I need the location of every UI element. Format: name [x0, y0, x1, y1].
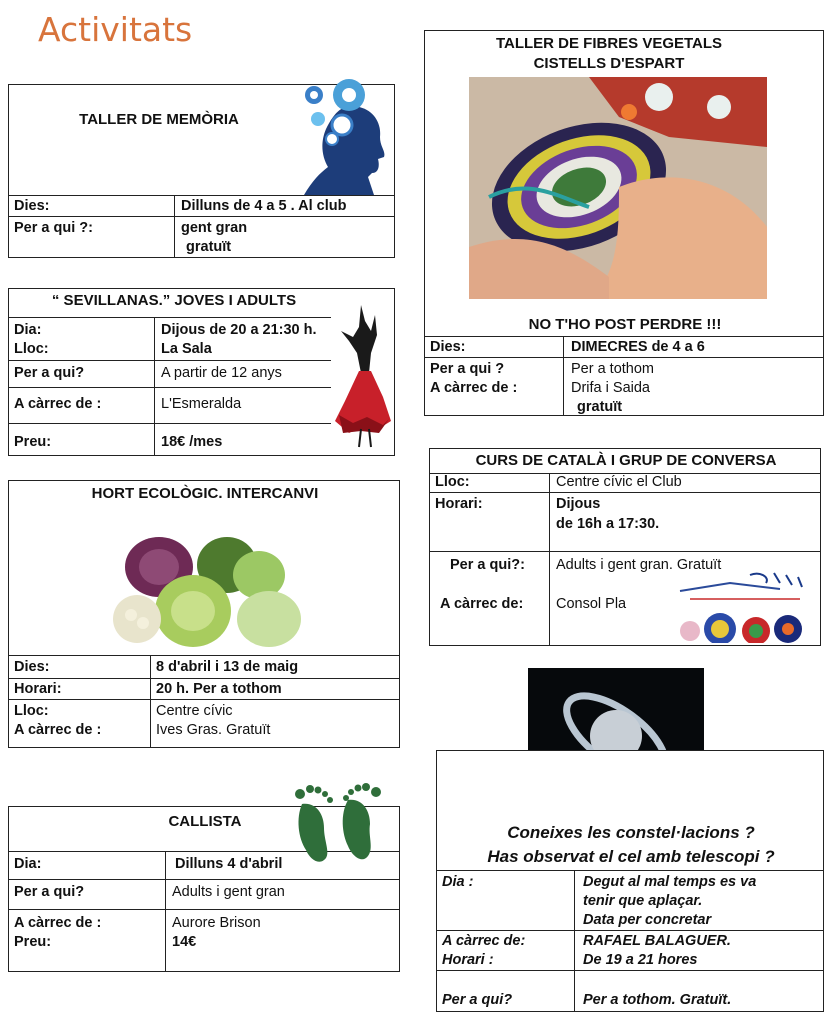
sevillanas-perqui-label: Per a qui?	[14, 365, 85, 381]
constel-dia-value3: Data per concretar	[583, 912, 712, 928]
callista-carrec-label: A càrrec de :	[14, 915, 102, 931]
hort-dies-label: Dies:	[14, 659, 50, 675]
constel-dia-value2: tenir que aplaçar.	[583, 893, 703, 909]
page-title: Activitats	[38, 10, 193, 49]
sevillanas-perqui-value: A partir de 12 anys	[161, 365, 282, 381]
sevillanas-dia-label: Dia:	[14, 322, 42, 338]
flamenco-dancer-image	[331, 301, 393, 449]
memoria-perqui-label: Per a qui ?:	[14, 220, 93, 236]
sevillanas-lloc-value: La Sala	[161, 341, 212, 357]
catala-carrec-value: Consol Pla	[556, 596, 627, 612]
hort-horari-label: Horari:	[14, 681, 62, 697]
constel-card	[436, 750, 824, 1012]
basket-weaving-image	[469, 77, 767, 299]
callista-preu-label: Preu:	[14, 934, 52, 950]
vegetables-image	[109, 531, 309, 653]
callista-perqui-label: Per a qui?	[14, 884, 85, 900]
hort-carrec-value: Ives Gras. Gratuït	[156, 722, 271, 738]
constel-horari-label: Horari :	[442, 952, 494, 968]
constel-dia-label: Dia :	[442, 874, 474, 890]
constel-horari-value: De 19 a 21 hores	[583, 952, 698, 968]
fibres-dies-value: DIMECRES de 4 a 6	[571, 339, 705, 355]
constel-carrec-label: A càrrec de:	[442, 933, 526, 949]
memoria-perqui-value2: gratuït	[186, 239, 232, 255]
fibres-carrec-value: Drifa i Saida	[571, 380, 650, 396]
sevillanas-carrec-value: L'Esmeralda	[161, 396, 242, 412]
sevillanas-lloc-label: Lloc:	[14, 341, 49, 357]
catala-lloc-label: Lloc:	[435, 474, 470, 490]
constel-dia-value1: Degut al mal temps es va	[583, 874, 757, 890]
callista-dia-value: Dilluns 4 d'abril	[175, 856, 283, 872]
fibres-gratuit: gratuït	[577, 399, 623, 415]
brain-gears-icon	[294, 77, 394, 195]
sevillanas-preu-value: 18€ /mes	[161, 434, 223, 450]
constel-question2: Has observat el cel amb telescopi ?	[487, 847, 775, 866]
hort-carrec-label: A càrrec de :	[14, 722, 102, 738]
hort-dies-value: 8 d'abril i 13 de maig	[156, 659, 299, 675]
fibres-carrec-label: A càrrec de :	[430, 380, 518, 396]
callista-preu-value: 14€	[172, 934, 197, 950]
footprints-icon	[290, 778, 382, 874]
constel-perqui-value: Per a tothom. Gratuït.	[583, 992, 732, 1008]
fibres-title1: TALLER DE FIBRES VEGETALS	[495, 35, 723, 52]
fibres-slogan: NO T'HO POST PERDRE !!!	[528, 316, 722, 333]
catala-card	[429, 448, 821, 646]
catala-horari-label: Horari:	[435, 496, 483, 512]
memoria-dies-label: Dies:	[14, 198, 50, 214]
hort-horari-value: 20 h. Per a tothom	[156, 681, 282, 697]
hort-card	[8, 480, 400, 748]
fibres-title2: CISTELLS D'ESPART	[533, 55, 685, 72]
memoria-perqui-value1: gent gran	[181, 220, 248, 236]
catala-perqui-value: Adults i gent gran. Gratuït	[556, 557, 722, 573]
catala-carrec-label: A càrrec de:	[440, 596, 524, 612]
constel-question1: Coneixes les constel·lacions ?	[507, 823, 755, 842]
callista-carrec-value: Aurore Brison	[172, 915, 261, 931]
sevillanas-dia-value: Dijous de 20 a 21:30 h.	[161, 322, 317, 338]
callista-perqui-value: Adults i gent gran	[172, 884, 285, 900]
hort-title: HORT ECOLÒGIC. INTERCANVI	[91, 485, 319, 502]
constel-perqui-label: Per a qui?	[442, 992, 513, 1008]
callista-title: CALLISTA	[168, 813, 242, 830]
fibres-perqui-value: Per a tothom	[571, 361, 655, 377]
catala-lloc-value: Centre cívic el Club	[556, 474, 682, 490]
catala-perqui-label: Per a qui?:	[450, 557, 525, 573]
hort-lloc-label: Lloc:	[14, 703, 49, 719]
sevillanas-title: “ SEVILLANAS.” JOVES I ADULTS	[51, 292, 297, 309]
sevillanas-preu-label: Preu:	[14, 434, 52, 450]
memoria-title: TALLER DE MEMÒRIA	[79, 111, 239, 128]
constel-carrec-value: RAFAEL BALAGUER.	[583, 933, 731, 949]
hort-lloc-value: Centre cívic	[156, 703, 233, 719]
sevillanas-card	[8, 288, 395, 456]
catala-horari-value2: de 16h a 17:30.	[556, 516, 660, 532]
catala-title: CURS DE CATALÀ I GRUP DE CONVERSA	[475, 452, 777, 469]
catala-horari-value1: Dijous	[556, 496, 601, 512]
fibres-perqui-label: Per a qui ?	[430, 361, 505, 377]
sevillanas-carrec-label: A càrrec de :	[14, 396, 102, 412]
fibres-dies-label: Dies:	[430, 339, 466, 355]
fibres-card	[424, 30, 824, 416]
catalan-language-drawing	[670, 569, 818, 643]
memoria-dies-value: Dilluns de 4 a 5 . Al club	[181, 198, 347, 214]
callista-dia-label: Dia:	[14, 856, 42, 872]
memoria-card	[8, 84, 395, 258]
